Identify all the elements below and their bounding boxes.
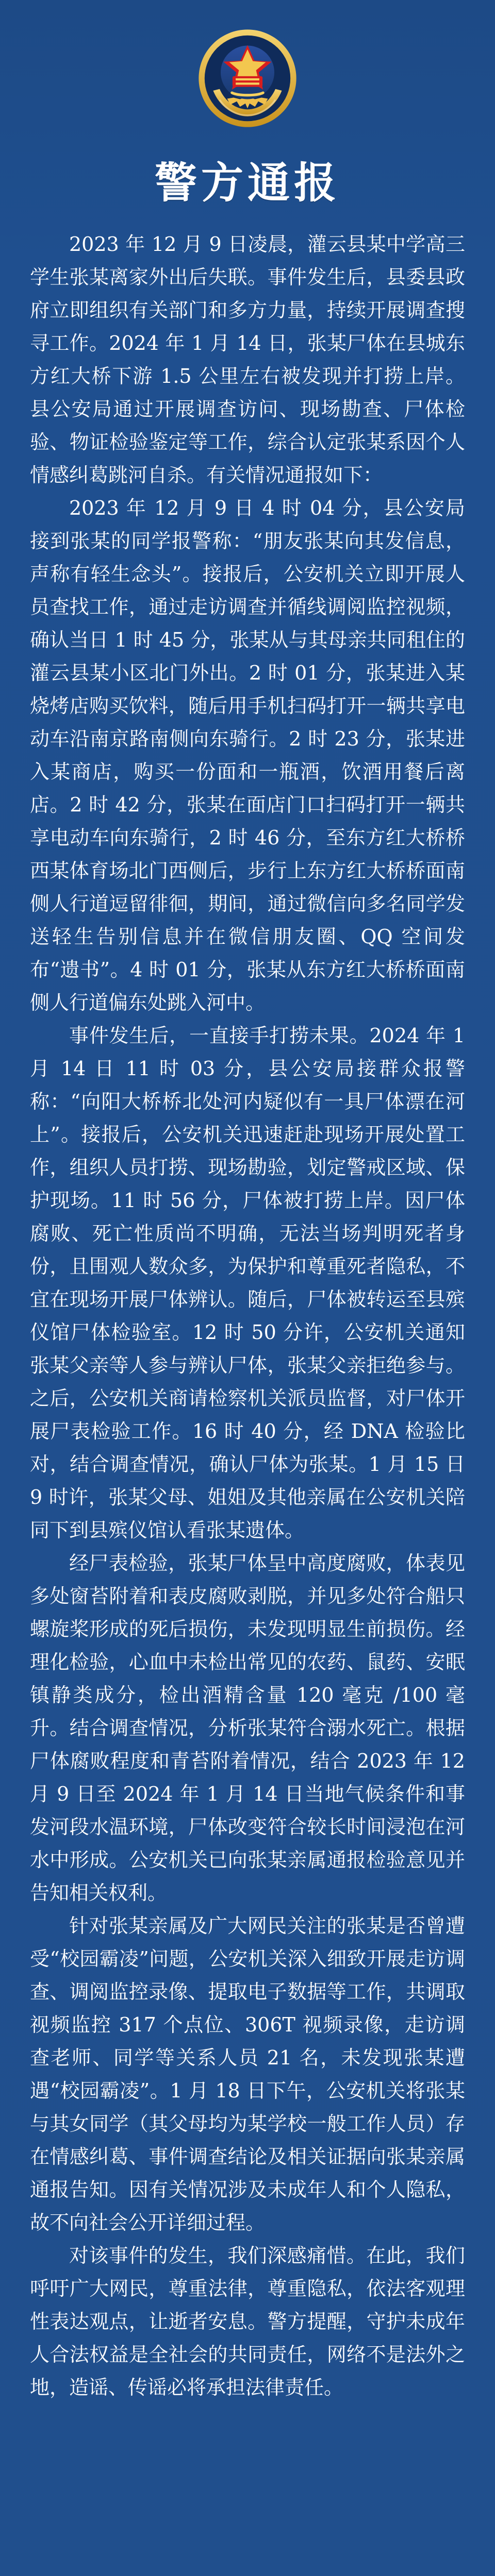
header-emblem-area <box>0 25 495 138</box>
notice-paragraph: 经尸表检验，张某尸体呈中高度腐败，体表见多处窗苔附着和表皮腐败剥脱，并见多处符合船只螺旋桨形成的死后损伤，未发现明显生前损伤。经理化检验，心血中未检出常见的农药、鼠药、安眠镇静类成分，检出酒精含量 120 毫克 /100 毫升。结合调查情况，分析张某符合溺水死亡。根据尸体腐败程度和青苔附着情况，结合 2023 年 12 月 9 日至 2024 年 1 月 14 日当地气候条件和事发河段水温环境，尸体改变符合较长时间浸泡在河水中形成。公安机关已向张某亲属通报检验意见并告知相关权利。 <box>30 1552 465 1904</box>
notice-title-area <box>41 152 454 214</box>
notice-paragraph: 2023 年 12 月 9 日 4 时 04 分，县公安局接到张某的同学报警称：“朋友张某向其发信息，声称有轻生念头”。接报后，公安机关立即开展人员查找工作，通过走访调查并循线调阅监控视频，确认当日 1 时 45 分，张某从与其母亲共同租住的灌云县某小区北门外出。2 时 01 分，张某进入某烧烤店购买饮料，随后用手机扫码打开一辆共享电动车沿南京路南侧向东骑行。2 时 23 分，张某进入某商店，购买一份面和一瓶酒，饮酒用餐后离店。2 时 42 分，张某在面店门口扫码打开一辆共享电动车向东骑行，2 时 46 分，至东方红大桥桥西某体育场北门西侧后，步行上东方红大桥桥面南侧人行道逗留徘徊，期间，通过微信向多名同学发送轻生告别信息并在微信朋友圈、QQ 空间发布“遗书”。4 时 01 分，张某从东方红大桥桥面南侧人行道偏东处跳入河中。 <box>30 497 465 1014</box>
notice-paragraph: 对该事件的发生，我们深感痛惜。在此，我们呼吁广大网民，尊重法律，尊重隐私，依法客观理性表达观点，让逝者安息。警方提醒，守护未成年人合法权益是全社会的共同责任，网络不是法外之地，造谣、传谣必将承担法律责任。 <box>30 2244 465 2399</box>
notice-paragraph: 2023 年 12 月 9 日凌晨，灌云县某中学高三学生张某离家外出后失联。事件发生后，县委县政府立即组织有关部门和多方力量，持续开展调查搜寻工作。2024 年 1 月 14 日，张某尸体在县城东方红大桥下游 1.5 公里左右被发现并打捞上岸。县公安局通过开展调查访问、现场勘查、尸体检验、物证检验鉴定等工作，综合认定张某系因个人情感纠葛跳河自杀。有关情况通报如下： <box>30 233 465 486</box>
police-emblem-icon <box>194 25 301 132</box>
notice-paragraph: 针对张某亲属及广大网民关注的张某是否曾遭受“校园霸凌”问题，公安机关深入细致开展走访调查、调阅监控录像、提取电子数据等工作，共调取视频监控 317 个点位、306T 视频录像，走访调查老师、同学等关系人员 21 名，未发现张某遭遇“校园霸凌”。1 月 18 日下午，公安机关将张某与其女同学（其父母均为某学校一般工作人员）存在情感纠葛、事件调查结论及相关证据向张某亲属通报告知。因有关情况涉及未成年人和个人隐私，故不向社会公开详细过程。 <box>30 1914 465 2234</box>
notice-body <box>30 228 465 2576</box>
notice-paragraph: 事件发生后，一直接手打捞未果。2024 年 1 月 14 日 11 时 03 分，县公安局接群众报警称：“向阳大桥桥北处河内疑似有一具尸体漂在河上”。接报后，公安机关迅速赶赴现场开展处置工作，组织人员打捞、现场勘验，划定警戒区域、保护现场。11 时 56 分，尸体被打捞上岸。因尸体腐败、死亡性质尚不明确，无法当场判明死者身份，且围观人数众多，为保护和尊重死者隐私，不宜在现场开展尸体辨认。随后，尸体被转运至县殡仪馆尸体检验室。12 时 50 分许，公安机关通知张某父亲等人参与辨认尸体，张某父亲拒绝参与。之后，公安机关商请检察机关派员监督，对尸体开展尸表检验工作。16 时 40 分，经 DNA 检验比对，结合调查情况，确认尸体为张某。1 月 15 日 9 时许，张某父母、姐姐及其他亲属在公安机关陪同下到县殡仪馆认看张某遗体。 <box>30 1024 465 1541</box>
notice-title: 警方通报 <box>154 159 340 208</box>
